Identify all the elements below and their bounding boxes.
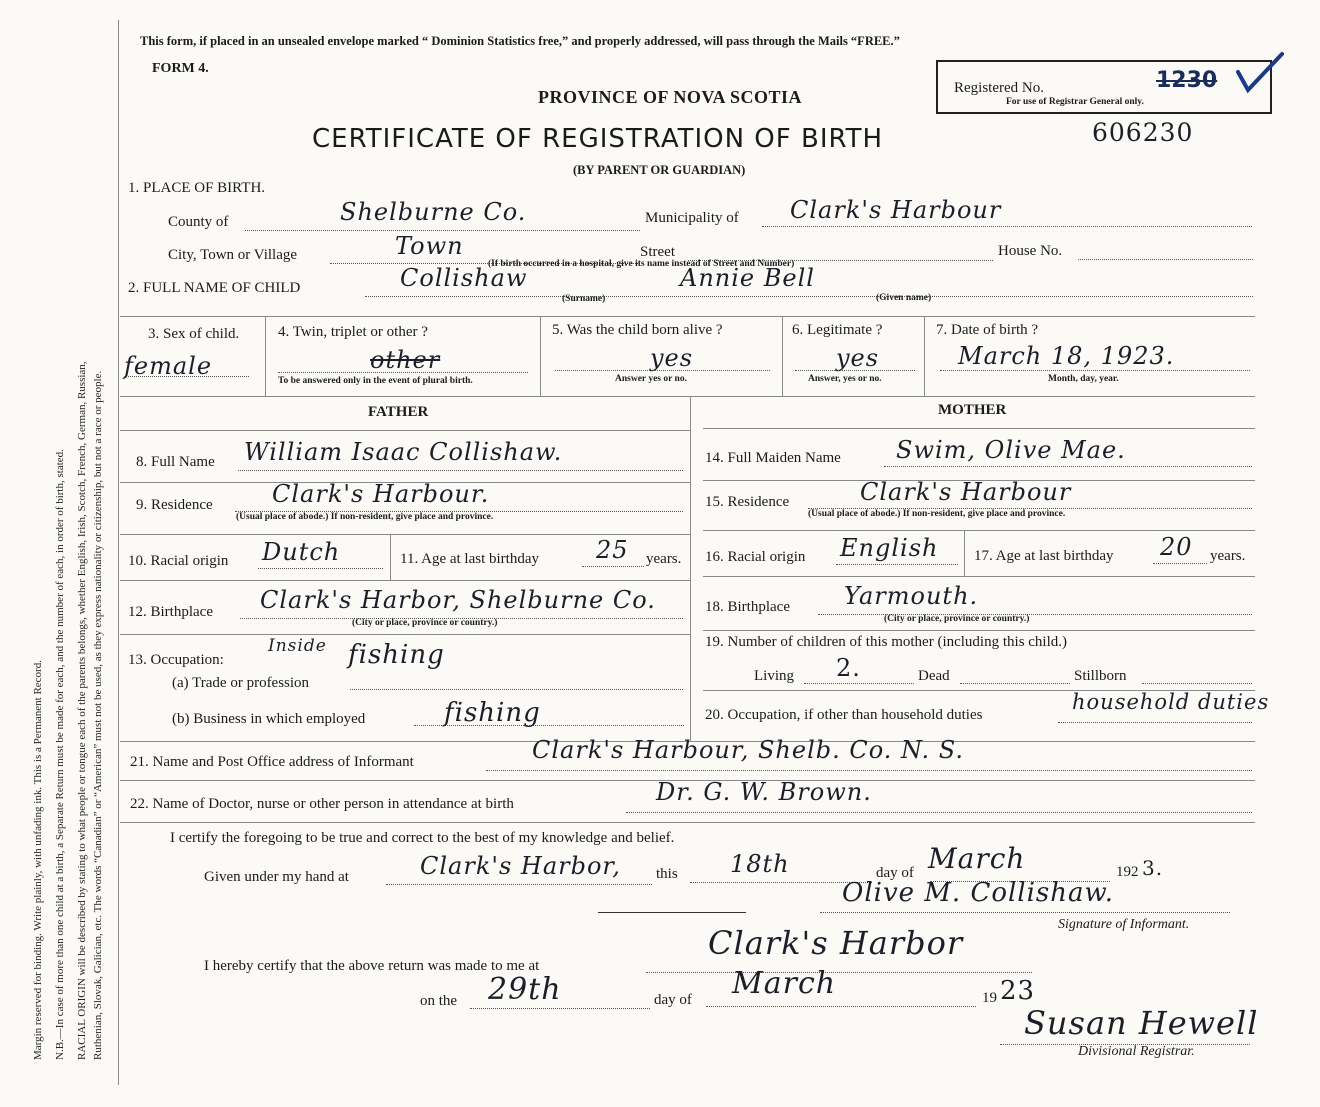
margin-note-4: Ruthenian, Slovak, Galician, etc. The words “Canadian” or “American” must not be used, as they express nationality or citizenship, but not a race or people.	[92, 370, 104, 1060]
given-caption: (Given name)	[876, 293, 932, 303]
mother-birthplace-value: Yarmouth.	[844, 582, 979, 610]
informant-signature: Olive M. Collishaw.	[842, 878, 1114, 908]
registered-label: Registered No.	[954, 80, 1044, 96]
mail-notice: This form, if placed in an unsealed envelope marked “ Dominion Statistics free,” and properly addressed, will pass through the Mails “FREE.”	[140, 34, 900, 48]
check-mark-icon	[1236, 50, 1286, 94]
father-occupation-inside: Inside	[268, 636, 327, 656]
child-name-label: 2. FULL NAME OF CHILD	[128, 280, 301, 296]
father-birthplace-value: Clark's Harbor, Shelburne Co.	[260, 586, 656, 614]
certificate-subtitle: (BY PARENT OR GUARDIAN)	[573, 163, 746, 177]
mother-residence-value: Clark's Harbour	[860, 478, 1072, 506]
informant-value: Clark's Harbour, Shelb. Co. N. S.	[532, 736, 964, 764]
stillborn-label: Stillborn	[1074, 668, 1127, 684]
mother-birthplace-label: 18. Birthplace	[705, 599, 790, 615]
registrar-statement: I hereby certify that the above return was made to me at	[204, 958, 540, 974]
father-occupation-label: 13. Occupation:	[128, 652, 224, 668]
given-hand-label: Given under my hand at	[204, 869, 349, 885]
trade-value: fishing	[348, 640, 445, 670]
mother-racial-value: English	[840, 534, 939, 562]
certify-statement: I certify the foregoing to be true and correct to the best of my knowledge and belief.	[170, 830, 675, 846]
surname-caption: (Surname)	[562, 294, 606, 304]
sex-value: female	[124, 352, 213, 380]
father-name-value: William Isaac Collishaw.	[244, 438, 563, 466]
certificate-title: CERTIFICATE OF REGISTRATION OF BIRTH	[312, 124, 884, 154]
margin-note-3: RACIAL ORIGIN will be described by stating to what people or tongue each of the parents belongs, whether English, Irish, Scotch, French, German, Russian,	[76, 361, 88, 1060]
margin-note-1: Margin reserved for binding. Write plainly, with unfading ink. This is a Permanent Record.	[32, 660, 44, 1060]
given-day-label: day of	[876, 865, 914, 881]
father-age-label: 11. Age at last birthday	[400, 551, 539, 567]
father-name-label: 8. Full Name	[136, 454, 215, 470]
mother-birthplace-note: (City or place, province or country.)	[884, 614, 1030, 624]
this-label: this	[656, 866, 678, 882]
mother-occupation-value: household duties	[1072, 690, 1270, 714]
given-place-value: Clark's Harbor,	[420, 852, 621, 880]
mother-racial-label: 16. Racial origin	[705, 549, 806, 565]
registrar-year-prefix: 19	[982, 990, 997, 1006]
father-racial-label: 10. Racial origin	[128, 553, 229, 569]
father-age-value: 25	[596, 536, 629, 564]
mother-age-value: 20	[1160, 533, 1193, 561]
legitimate-value: yes	[836, 344, 880, 372]
twin-value: other	[370, 346, 441, 374]
registrar-month-value: March	[732, 966, 837, 1001]
informant-label: 21. Name and Post Office address of Informant	[130, 754, 414, 770]
father-residence-label: 9. Residence	[136, 497, 213, 513]
alive-label: 5. Was the child born alive ?	[552, 322, 723, 338]
registrar-day-value: 29th	[488, 972, 562, 1007]
hospital-note: (If birth occurred in a hospital, give its name instead of Street and Number)	[488, 259, 795, 269]
dead-label: Dead	[918, 668, 950, 684]
county-value: Shelburne Co.	[340, 198, 527, 226]
father-residence-note: (Usual place of abode.) If non-resident, give place and province.	[236, 512, 494, 522]
city-value: Town	[395, 232, 464, 260]
registrar-year-value: 23	[1000, 976, 1036, 1006]
dob-value: March 18, 1923.	[958, 342, 1175, 370]
alive-note: Answer yes or no.	[615, 374, 687, 384]
business-value: fishing	[444, 698, 541, 728]
mother-age-label: 17. Age at last birthday	[974, 548, 1114, 564]
given-year-prefix: 192	[1116, 864, 1139, 880]
street-label: Street	[640, 244, 675, 260]
father-racial-value: Dutch	[262, 538, 341, 566]
legitimate-label: 6. Legitimate ?	[792, 322, 883, 338]
given-month-value: March	[928, 842, 1026, 875]
dob-label: 7. Date of birth ?	[936, 322, 1039, 338]
registered-sub: For use of Registrar General only.	[1006, 97, 1144, 107]
on-the-label: on the	[420, 993, 458, 1009]
doctor-label: 22. Name of Doctor, nurse or other person in attendance at birth	[130, 796, 514, 812]
father-years-label: years.	[646, 551, 682, 567]
trade-label: (a) Trade or profession	[172, 675, 310, 691]
children-count-label: 19. Number of children of this mother (including this child.)	[705, 634, 1068, 650]
registrar-signature-label: Divisional Registrar.	[1078, 1044, 1195, 1059]
margin-rule	[118, 20, 119, 1085]
mother-heading: MOTHER	[938, 402, 1007, 418]
house-no-label: House No.	[998, 243, 1063, 259]
mother-name-label: 14. Full Maiden Name	[705, 450, 841, 466]
mother-residence-note: (Usual place of abode.) If non-resident, give place and province.	[808, 509, 1066, 519]
given-day-value: 18th	[730, 850, 790, 878]
living-label: Living	[754, 668, 794, 684]
living-value: 2.	[836, 654, 861, 682]
legitimate-note: Answer, yes or no.	[808, 374, 882, 384]
sex-label: 3. Sex of child.	[148, 326, 240, 342]
mother-years-label: years.	[1210, 548, 1246, 564]
place-of-birth-label: 1. PLACE OF BIRTH.	[128, 180, 266, 196]
municipality-label: Municipality of	[645, 210, 739, 226]
mother-residence-label: 15. Residence	[705, 494, 790, 510]
mother-name-value: Swim, Olive Mae.	[896, 436, 1126, 464]
father-birthplace-note: (City or place, province or country.)	[352, 618, 498, 628]
twin-note: To be answered only in the event of plural birth.	[278, 376, 473, 386]
province-heading: PROVINCE OF NOVA SCOTIA	[538, 87, 803, 107]
registrar-place-value: Clark's Harbor	[708, 924, 964, 962]
registrar-signature: Susan Hewell	[1024, 1004, 1259, 1042]
alive-value: yes	[650, 344, 694, 372]
twin-label: 4. Twin, triplet or other ?	[278, 324, 428, 340]
business-label: (b) Business in which employed	[172, 711, 366, 727]
mother-occupation-label: 20. Occupation, if other than household duties	[705, 707, 983, 723]
registered-value: 1230	[1156, 68, 1218, 93]
municipality-value: Clark's Harbour	[790, 196, 1002, 224]
margin-note-2: N.B.—In case of more than one child at a birth, a Separate Return must be made for each, and the number of each, in order of birth, stated.	[54, 449, 66, 1060]
child-surname-value: Collishaw	[400, 264, 528, 292]
county-label: County of	[168, 214, 229, 230]
doctor-value: Dr. G. W. Brown.	[656, 778, 872, 806]
informant-signature-label: Signature of Informant.	[1058, 917, 1190, 932]
form-number: FORM 4.	[152, 61, 209, 76]
father-heading: FATHER	[368, 404, 429, 420]
registered-box	[936, 60, 1272, 114]
handwritten-number: 606230	[1092, 118, 1194, 147]
registrar-day-label: day of	[654, 992, 692, 1008]
father-residence-value: Clark's Harbour.	[272, 480, 490, 508]
city-label: City, Town or Village	[168, 247, 298, 263]
given-year-value: 3.	[1142, 856, 1164, 880]
father-birthplace-label: 12. Birthplace	[128, 604, 213, 620]
child-given-value: Annie Bell	[680, 264, 815, 292]
dob-note: Month, day, year.	[1048, 374, 1119, 384]
